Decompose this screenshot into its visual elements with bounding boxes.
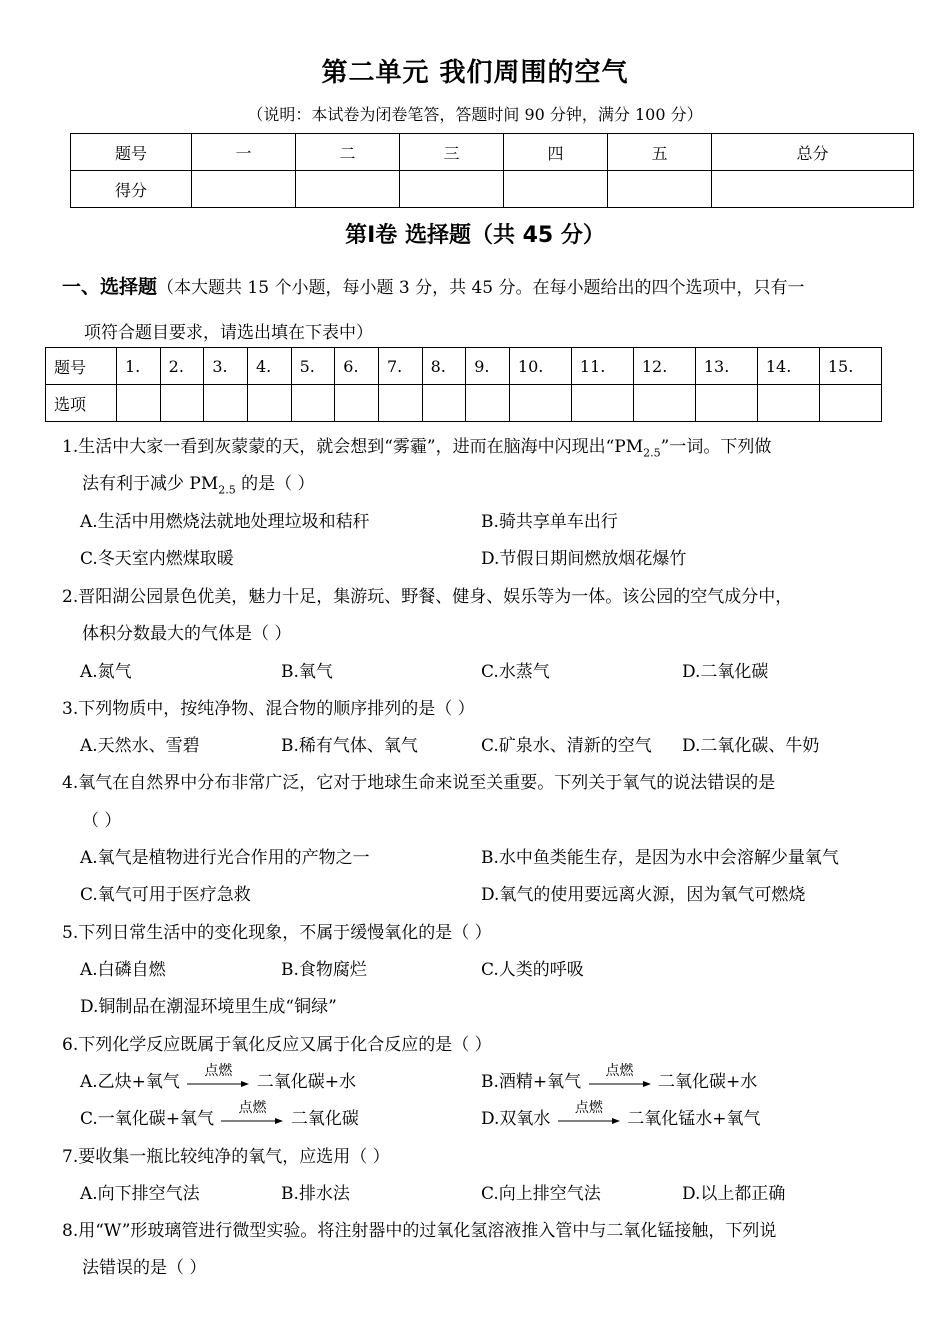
- reactants: B.酒精+氧气: [481, 1072, 582, 1092]
- question-4-option-b[interactable]: B.水中鱼类能生存，是因为水中会溶解少量氧气: [481, 848, 839, 868]
- answer-choice-cell[interactable]: [117, 385, 161, 422]
- pm-subscript: 2.5: [218, 483, 236, 497]
- question-3-option-a[interactable]: A.天然水、雪碧: [80, 736, 200, 756]
- reaction-arrow: [556, 1099, 622, 1131]
- question-5-option-c[interactable]: C.人类的呼吸: [481, 960, 584, 980]
- answer-number-cell: 9.: [466, 348, 510, 385]
- reaction-arrow: [587, 1062, 653, 1094]
- question-5-option-d[interactable]: D.铜制品在潮湿环境里生成“铜绿”: [80, 997, 337, 1017]
- question-2-option-a[interactable]: A.氮气: [80, 662, 132, 682]
- score-cell[interactable]: [192, 171, 296, 208]
- question-1-text: 法有利于减少 PM: [82, 474, 219, 494]
- question-3-stem: 3.下列物质中，按纯净物、混合物的顺序排列的是（ ）: [62, 699, 475, 719]
- answer-choice-cell[interactable]: [819, 385, 881, 422]
- answer-choice-cell[interactable]: [695, 385, 757, 422]
- question-1-stem-cont: [82, 469, 315, 496]
- question-5-option-a[interactable]: A.白磷自燃: [80, 960, 166, 980]
- answer-number-cell: 3.: [204, 348, 248, 385]
- score-cell[interactable]: [400, 171, 504, 208]
- score-cell[interactable]: [504, 171, 608, 208]
- question-6-stem: 6.下列化学反应既属于氧化反应又属于化合反应的是（ ）: [62, 1035, 492, 1055]
- question-5-stem: 5.下列日常生活中的变化现象，不属于缓慢氧化的是（ ）: [62, 923, 492, 943]
- answer-choice-cell[interactable]: [378, 385, 422, 422]
- question-6-option-c[interactable]: [80, 1099, 359, 1131]
- question-4-stem: 4.氧气在自然界中分布非常广泛，它对于地球生命来说至关重要。下列关于氧气的说法错误的是: [62, 773, 776, 793]
- answer-number-cell: 12.: [633, 348, 695, 385]
- question-7-option-d[interactable]: D.以上都正确: [682, 1184, 786, 1204]
- answer-choice-cell[interactable]: [571, 385, 633, 422]
- score-cell[interactable]: [608, 171, 712, 208]
- question-4-option-a[interactable]: A.氧气是植物进行光合作用的产物之一: [80, 848, 370, 868]
- question-4-stem-cont: （ ）: [82, 811, 122, 831]
- question-3-option-d[interactable]: D.二氧化碳、牛奶: [682, 736, 820, 756]
- question-5-option-b[interactable]: B.食物腐烂: [281, 960, 367, 980]
- exam-note: （说明：本试卷为闭卷笔答，答题时间 90 分钟，满分 100 分）: [247, 105, 703, 124]
- answer-choice-cell[interactable]: [160, 385, 204, 422]
- answer-choice-cell[interactable]: [291, 385, 335, 422]
- answer-number-cell: 14.: [757, 348, 819, 385]
- reaction-arrow: [219, 1099, 285, 1131]
- score-cell[interactable]: [712, 171, 914, 208]
- section1-heading: [62, 272, 805, 299]
- answer-number-cell: 8.: [422, 348, 466, 385]
- question-8-stem: 8.用“W”形玻璃管进行微型实验。将注射器中的过氧化氢溶液推入管中与二氧化锰接触，下列说: [62, 1221, 777, 1241]
- arrow-icon: [221, 1117, 283, 1125]
- score-header-cell: 五: [608, 134, 712, 171]
- question-7-option-c[interactable]: C.向上排空气法: [481, 1184, 601, 1204]
- page-title: 第二单元 我们周围的空气: [321, 58, 629, 88]
- answer-choice-cell[interactable]: [633, 385, 695, 422]
- question-1-stem: [62, 432, 771, 459]
- section1-label: 一、选择题: [62, 276, 158, 298]
- arrow-icon: [589, 1080, 651, 1088]
- answer-choice-cell[interactable]: [466, 385, 510, 422]
- question-1-option-c[interactable]: C.冬天室内燃煤取暖: [80, 549, 234, 569]
- question-7-option-a[interactable]: A.向下排空气法: [80, 1184, 200, 1204]
- reactants: D.双氧水: [481, 1109, 551, 1129]
- section1-instruction-cont: 项符合题目要求，请选出填在下表中）: [84, 323, 373, 343]
- answer-table-number-row: [46, 348, 882, 385]
- question-3-option-c[interactable]: C.矿泉水、清新的空气: [481, 736, 652, 756]
- question-2-stem: 2.晋阳湖公园景色优美，魅力十足，集游玩、野餐、健身、娱乐等为一体。该公园的空气成分中，: [62, 587, 793, 607]
- question-3-option-b[interactable]: B.稀有气体、氧气: [281, 736, 418, 756]
- answer-choice-cell[interactable]: [757, 385, 819, 422]
- answer-number-cell: 7.: [378, 348, 422, 385]
- score-header-cell: 题号: [71, 134, 192, 171]
- score-header-cell: 一: [192, 134, 296, 171]
- question-1-option-a[interactable]: A.生活中用燃烧法就地处理垃圾和秸秆: [80, 512, 370, 532]
- reactants: A.乙炔+氧气: [80, 1072, 180, 1092]
- reactants: C.一氧化碳+氧气: [80, 1109, 215, 1129]
- products: 二氧化碳+水: [256, 1072, 356, 1092]
- question-6-option-a[interactable]: [80, 1062, 356, 1094]
- question-4-option-d[interactable]: D.氧气的使用要远离火源，因为氧气可燃烧: [481, 885, 806, 905]
- answer-table: [45, 347, 882, 422]
- question-1-option-b[interactable]: B.骑共享单车出行: [481, 512, 618, 532]
- question-2-option-c[interactable]: C.水蒸气: [481, 662, 550, 682]
- question-1-text: ”一词。下列做: [660, 437, 772, 457]
- answer-number-cell: 4.: [247, 348, 291, 385]
- answer-row-label: 题号: [46, 348, 117, 385]
- answer-number-cell: 1.: [117, 348, 161, 385]
- reaction-condition: 点燃: [605, 1062, 634, 1079]
- reaction-arrow: [185, 1062, 251, 1094]
- question-1-text: 的是（ ）: [235, 474, 315, 494]
- score-header-cell: 二: [296, 134, 400, 171]
- question-1-text: 1.生活中大家一看到灰蒙蒙的天，就会想到“雾霾”，进而在脑海中闪现出“PM: [62, 437, 644, 457]
- reaction-condition: 点燃: [574, 1099, 603, 1116]
- question-6-option-d[interactable]: [481, 1099, 761, 1131]
- question-8-stem-cont: 法错误的是（ ）: [82, 1258, 207, 1278]
- score-table-score-row: [71, 171, 914, 208]
- answer-number-cell: 5.: [291, 348, 335, 385]
- answer-number-cell: 2.: [160, 348, 204, 385]
- answer-choice-cell[interactable]: [422, 385, 466, 422]
- score-header-cell: 四: [504, 134, 608, 171]
- answer-number-cell: 11.: [571, 348, 633, 385]
- question-4-option-c[interactable]: C.氧气可用于医疗急救: [80, 885, 251, 905]
- score-cell[interactable]: [296, 171, 400, 208]
- answer-table-choice-row: [46, 385, 882, 422]
- question-2-stem-cont: 体积分数最大的气体是（ ）: [82, 624, 292, 644]
- part1-title: 第Ⅰ卷 选择题（共 45 分）: [345, 223, 605, 248]
- score-table-header-row: [71, 134, 914, 171]
- question-1-option-d[interactable]: D.节假日期间燃放烟花爆竹: [481, 549, 687, 569]
- answer-number-cell: 13.: [695, 348, 757, 385]
- products: 二氧化碳+水: [657, 1072, 758, 1092]
- reaction-condition: 点燃: [204, 1062, 233, 1079]
- answer-choice-cell[interactable]: [509, 385, 571, 422]
- score-header-cell: 总分: [712, 134, 914, 171]
- products: 二氧化碳: [290, 1109, 359, 1129]
- answer-choice-cell[interactable]: [335, 385, 379, 422]
- answer-row-label: 选项: [46, 385, 117, 422]
- products: 二氧化锰水+氧气: [627, 1109, 761, 1129]
- question-2-option-b[interactable]: B.氧气: [281, 662, 333, 682]
- answer-number-cell: 6.: [335, 348, 379, 385]
- score-table: [70, 133, 914, 208]
- pm-subscript: 2.5: [643, 446, 661, 460]
- arrow-icon: [187, 1080, 249, 1088]
- arrow-icon: [558, 1117, 620, 1125]
- section1-instruction: （本大题共 15 个小题，每小题 3 分，共 45 分。在每小题给出的四个选项中，只有一: [157, 278, 805, 298]
- question-6-option-b[interactable]: [481, 1062, 758, 1094]
- question-7-stem: 7.要收集一瓶比较纯净的氧气，应选用（ ）: [62, 1147, 390, 1167]
- answer-number-cell: 10.: [509, 348, 571, 385]
- answer-choice-cell[interactable]: [247, 385, 291, 422]
- question-2-option-d[interactable]: D.二氧化碳: [682, 662, 769, 682]
- reaction-condition: 点燃: [238, 1099, 267, 1116]
- question-7-option-b[interactable]: B.排水法: [281, 1184, 350, 1204]
- score-header-cell: 三: [400, 134, 504, 171]
- answer-number-cell: 15.: [819, 348, 881, 385]
- score-row-label: 得分: [71, 171, 192, 208]
- answer-choice-cell[interactable]: [204, 385, 248, 422]
